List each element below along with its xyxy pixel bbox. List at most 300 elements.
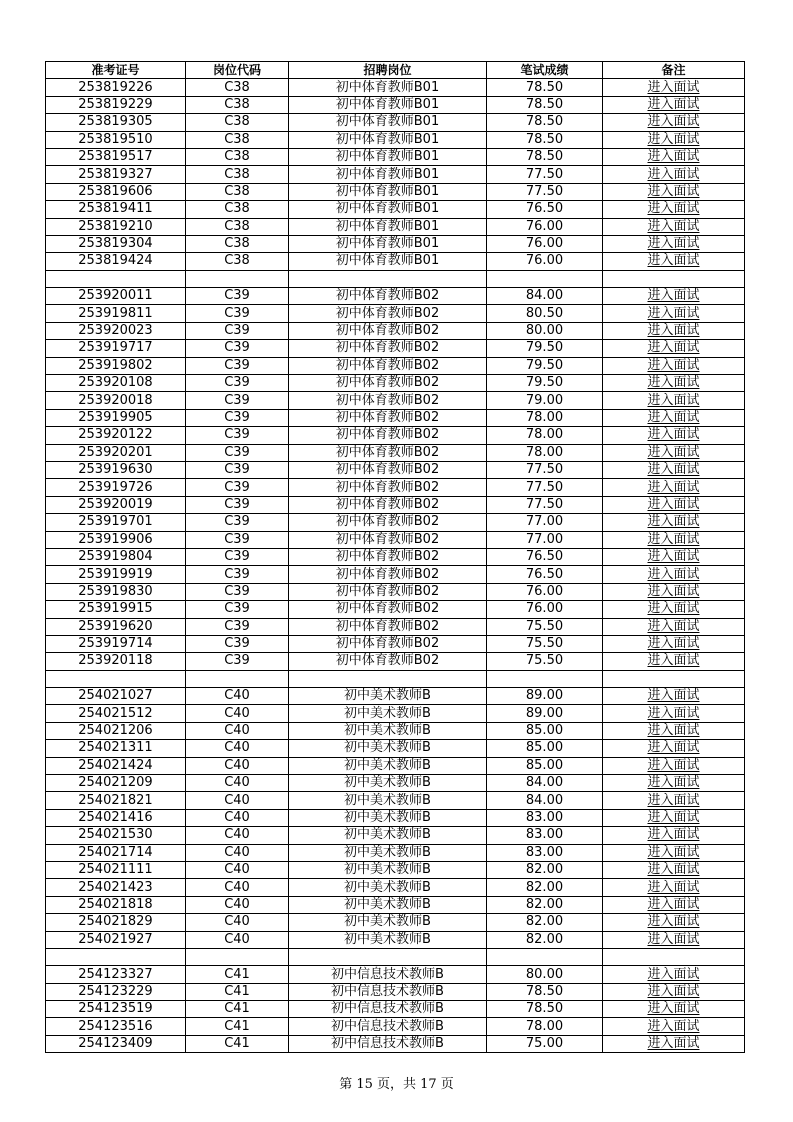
score-cell: 77.00 bbox=[487, 514, 603, 531]
exam-id-cell: 253819517 bbox=[46, 148, 186, 165]
exam-id-cell bbox=[46, 948, 186, 965]
post-name-cell: 初中体育教师B02 bbox=[289, 305, 487, 322]
exam-id-cell: 253920118 bbox=[46, 653, 186, 670]
results-table bbox=[45, 61, 745, 1053]
post-name-cell: 初中体育教师B01 bbox=[289, 201, 487, 218]
post-name-cell: 初中体育教师B02 bbox=[289, 409, 487, 426]
post-name-cell: 初中体育教师B02 bbox=[289, 340, 487, 357]
table-row bbox=[46, 775, 745, 792]
table-row bbox=[46, 931, 745, 948]
post-code-cell: C40 bbox=[186, 809, 289, 826]
remark-cell: 进入面试 bbox=[603, 566, 745, 583]
exam-id-cell: 254123519 bbox=[46, 1001, 186, 1018]
post-code-cell: C38 bbox=[186, 114, 289, 131]
post-code-cell: C39 bbox=[186, 601, 289, 618]
remark-cell: 进入面试 bbox=[603, 583, 745, 600]
score-cell: 83.00 bbox=[487, 844, 603, 861]
exam-id-cell: 254021927 bbox=[46, 931, 186, 948]
score-cell: 82.00 bbox=[487, 861, 603, 878]
table-row bbox=[46, 531, 745, 548]
exam-id-cell: 253819305 bbox=[46, 114, 186, 131]
post-name-cell: 初中体育教师B02 bbox=[289, 635, 487, 652]
header-row bbox=[46, 62, 745, 79]
header-written-score: 笔试成绩 bbox=[487, 62, 603, 79]
exam-id-cell: 254021423 bbox=[46, 879, 186, 896]
exam-id-cell: 254123409 bbox=[46, 1035, 186, 1052]
post-name-cell: 初中体育教师B01 bbox=[289, 166, 487, 183]
post-name-cell: 初中美术教师B bbox=[289, 827, 487, 844]
post-name-cell: 初中信息技术教师B bbox=[289, 983, 487, 1000]
table-row bbox=[46, 705, 745, 722]
post-name-cell: 初中体育教师B01 bbox=[289, 96, 487, 113]
score-cell: 79.00 bbox=[487, 392, 603, 409]
post-code-cell: C40 bbox=[186, 688, 289, 705]
score-cell: 85.00 bbox=[487, 722, 603, 739]
score-cell: 89.00 bbox=[487, 705, 603, 722]
score-cell: 78.50 bbox=[487, 96, 603, 113]
exam-id-cell: 253919804 bbox=[46, 548, 186, 565]
exam-id-cell: 253919919 bbox=[46, 566, 186, 583]
table-row bbox=[46, 601, 745, 618]
score-cell: 82.00 bbox=[487, 931, 603, 948]
exam-id-cell: 253919915 bbox=[46, 601, 186, 618]
exam-id-cell: 254021111 bbox=[46, 861, 186, 878]
exam-id-cell: 254021027 bbox=[46, 688, 186, 705]
table-row bbox=[46, 809, 745, 826]
table-row bbox=[46, 96, 745, 113]
post-code-cell: C41 bbox=[186, 1035, 289, 1052]
table-row bbox=[46, 79, 745, 96]
post-name-cell: 初中美术教师B bbox=[289, 757, 487, 774]
post-name-cell: 初中体育教师B01 bbox=[289, 218, 487, 235]
score-cell: 83.00 bbox=[487, 827, 603, 844]
header-post-code: 岗位代码 bbox=[186, 62, 289, 79]
post-code-cell: C39 bbox=[186, 531, 289, 548]
post-name-cell: 初中美术教师B bbox=[289, 775, 487, 792]
remark-cell: 进入面试 bbox=[603, 688, 745, 705]
remark-cell: 进入面试 bbox=[603, 722, 745, 739]
post-name-cell: 初中体育教师B01 bbox=[289, 235, 487, 252]
remark-cell: 进入面试 bbox=[603, 340, 745, 357]
remark-cell: 进入面试 bbox=[603, 635, 745, 652]
post-name-cell: 初中体育教师B02 bbox=[289, 514, 487, 531]
score-cell: 75.00 bbox=[487, 1035, 603, 1052]
post-code-cell bbox=[186, 270, 289, 287]
table-row bbox=[46, 1035, 745, 1052]
post-name-cell: 初中美术教师B bbox=[289, 792, 487, 809]
post-code-cell: C41 bbox=[186, 1001, 289, 1018]
table-row bbox=[46, 114, 745, 131]
score-cell: 76.00 bbox=[487, 235, 603, 252]
post-name-cell: 初中体育教师B01 bbox=[289, 148, 487, 165]
table-row bbox=[46, 827, 745, 844]
exam-id-cell: 253919830 bbox=[46, 583, 186, 600]
post-name-cell: 初中体育教师B02 bbox=[289, 566, 487, 583]
table-row bbox=[46, 983, 745, 1000]
post-name-cell bbox=[289, 670, 487, 687]
post-code-cell: C39 bbox=[186, 427, 289, 444]
remark-cell: 进入面试 bbox=[603, 288, 745, 305]
table-row bbox=[46, 305, 745, 322]
score-cell: 77.50 bbox=[487, 166, 603, 183]
remark-cell: 进入面试 bbox=[603, 757, 745, 774]
post-name-cell: 初中体育教师B02 bbox=[289, 357, 487, 374]
post-code-cell: C39 bbox=[186, 566, 289, 583]
remark-cell: 进入面试 bbox=[603, 548, 745, 565]
table-row bbox=[46, 653, 745, 670]
exam-id-cell: 253919717 bbox=[46, 340, 186, 357]
score-cell: 84.00 bbox=[487, 288, 603, 305]
remark-cell: 进入面试 bbox=[603, 461, 745, 478]
score-cell: 78.00 bbox=[487, 427, 603, 444]
exam-id-cell: 253920108 bbox=[46, 375, 186, 392]
post-code-cell: C40 bbox=[186, 844, 289, 861]
score-cell bbox=[487, 270, 603, 287]
remark-cell: 进入面试 bbox=[603, 427, 745, 444]
remark-cell: 进入面试 bbox=[603, 844, 745, 861]
remark-cell: 进入面试 bbox=[603, 409, 745, 426]
remark-cell: 进入面试 bbox=[603, 201, 745, 218]
post-code-cell: C38 bbox=[186, 235, 289, 252]
score-cell: 85.00 bbox=[487, 757, 603, 774]
table-row bbox=[46, 1001, 745, 1018]
remark-cell: 进入面试 bbox=[603, 305, 745, 322]
score-cell: 75.50 bbox=[487, 653, 603, 670]
remark-cell: 进入面试 bbox=[603, 1018, 745, 1035]
post-name-cell: 初中体育教师B02 bbox=[289, 375, 487, 392]
table-row bbox=[46, 235, 745, 252]
table-row bbox=[46, 583, 745, 600]
post-name-cell bbox=[289, 270, 487, 287]
post-code-cell: C40 bbox=[186, 931, 289, 948]
remark-cell: 进入面试 bbox=[603, 809, 745, 826]
post-name-cell: 初中美术教师B bbox=[289, 740, 487, 757]
remark-cell: 进入面试 bbox=[603, 392, 745, 409]
table-row bbox=[46, 461, 745, 478]
post-code-cell: C39 bbox=[186, 444, 289, 461]
table-row bbox=[46, 1018, 745, 1035]
post-name-cell: 初中体育教师B01 bbox=[289, 114, 487, 131]
post-name-cell: 初中信息技术教师B bbox=[289, 1035, 487, 1052]
table-row bbox=[46, 409, 745, 426]
exam-id-cell: 253919906 bbox=[46, 531, 186, 548]
score-cell: 77.50 bbox=[487, 183, 603, 200]
score-cell: 76.50 bbox=[487, 548, 603, 565]
score-cell: 84.00 bbox=[487, 775, 603, 792]
remark-cell: 进入面试 bbox=[603, 479, 745, 496]
score-cell bbox=[487, 670, 603, 687]
remark-cell: 进入面试 bbox=[603, 444, 745, 461]
post-code-cell: C39 bbox=[186, 392, 289, 409]
post-code-cell bbox=[186, 670, 289, 687]
remark-cell: 进入面试 bbox=[603, 131, 745, 148]
post-code-cell: C40 bbox=[186, 722, 289, 739]
score-cell: 76.00 bbox=[487, 583, 603, 600]
post-code-cell: C40 bbox=[186, 757, 289, 774]
score-cell: 79.50 bbox=[487, 375, 603, 392]
table-row bbox=[46, 148, 745, 165]
post-code-cell: C38 bbox=[186, 131, 289, 148]
table-row bbox=[46, 183, 745, 200]
post-name-cell: 初中体育教师B02 bbox=[289, 461, 487, 478]
exam-id-cell: 253919726 bbox=[46, 479, 186, 496]
score-cell: 89.00 bbox=[487, 688, 603, 705]
post-code-cell: C39 bbox=[186, 375, 289, 392]
table-row bbox=[46, 792, 745, 809]
remark-cell: 进入面试 bbox=[603, 827, 745, 844]
post-code-cell: C40 bbox=[186, 827, 289, 844]
remark-cell: 进入面试 bbox=[603, 983, 745, 1000]
exam-id-cell: 253919802 bbox=[46, 357, 186, 374]
score-cell: 76.00 bbox=[487, 601, 603, 618]
post-name-cell: 初中体育教师B02 bbox=[289, 427, 487, 444]
post-code-cell: C39 bbox=[186, 583, 289, 600]
post-code-cell: C39 bbox=[186, 305, 289, 322]
post-name-cell: 初中信息技术教师B bbox=[289, 966, 487, 983]
remark-cell: 进入面试 bbox=[603, 618, 745, 635]
table-body bbox=[46, 79, 745, 1053]
post-code-cell: C39 bbox=[186, 514, 289, 531]
remark-cell: 进入面试 bbox=[603, 322, 745, 339]
post-code-cell: C38 bbox=[186, 79, 289, 96]
post-name-cell: 初中体育教师B02 bbox=[289, 479, 487, 496]
remark-cell: 进入面试 bbox=[603, 705, 745, 722]
post-name-cell: 初中信息技术教师B bbox=[289, 1018, 487, 1035]
post-name-cell: 初中美术教师B bbox=[289, 722, 487, 739]
post-code-cell: C39 bbox=[186, 409, 289, 426]
table-row bbox=[46, 722, 745, 739]
table-row bbox=[46, 896, 745, 913]
post-code-cell: C39 bbox=[186, 653, 289, 670]
post-name-cell: 初中体育教师B02 bbox=[289, 496, 487, 513]
exam-id-cell: 254021424 bbox=[46, 757, 186, 774]
post-name-cell: 初中美术教师B bbox=[289, 931, 487, 948]
page-footer: 第 15 页，共 17 页 bbox=[339, 1077, 454, 1092]
score-cell: 77.50 bbox=[487, 461, 603, 478]
score-cell: 78.00 bbox=[487, 1018, 603, 1035]
score-cell: 77.50 bbox=[487, 496, 603, 513]
post-code-cell: C38 bbox=[186, 183, 289, 200]
score-cell bbox=[487, 948, 603, 965]
exam-id-cell bbox=[46, 270, 186, 287]
exam-id-cell bbox=[46, 670, 186, 687]
table-row bbox=[46, 635, 745, 652]
score-cell: 83.00 bbox=[487, 809, 603, 826]
score-cell: 76.50 bbox=[487, 201, 603, 218]
post-name-cell: 初中美术教师B bbox=[289, 688, 487, 705]
score-cell: 79.50 bbox=[487, 340, 603, 357]
header-exam-id: 准考证号 bbox=[46, 62, 186, 79]
exam-id-cell: 253819606 bbox=[46, 183, 186, 200]
post-name-cell: 初中体育教师B01 bbox=[289, 183, 487, 200]
table-header bbox=[46, 62, 745, 79]
score-cell: 85.00 bbox=[487, 740, 603, 757]
table-row bbox=[46, 740, 745, 757]
table-row bbox=[46, 514, 745, 531]
exam-id-cell: 254021821 bbox=[46, 792, 186, 809]
exam-id-cell: 253919714 bbox=[46, 635, 186, 652]
post-code-cell: C39 bbox=[186, 635, 289, 652]
post-name-cell: 初中体育教师B02 bbox=[289, 392, 487, 409]
post-code-cell: C39 bbox=[186, 357, 289, 374]
table-row bbox=[46, 357, 745, 374]
exam-id-cell: 253819411 bbox=[46, 201, 186, 218]
post-name-cell: 初中体育教师B02 bbox=[289, 322, 487, 339]
score-cell: 77.50 bbox=[487, 479, 603, 496]
post-code-cell: C39 bbox=[186, 288, 289, 305]
score-cell: 82.00 bbox=[487, 914, 603, 931]
exam-id-cell: 254021530 bbox=[46, 827, 186, 844]
remark-cell: 进入面试 bbox=[603, 896, 745, 913]
post-code-cell: C39 bbox=[186, 618, 289, 635]
table-row bbox=[46, 966, 745, 983]
score-cell: 80.00 bbox=[487, 322, 603, 339]
remark-cell: 进入面试 bbox=[603, 114, 745, 131]
table-row bbox=[46, 548, 745, 565]
remark-cell: 进入面试 bbox=[603, 253, 745, 270]
remark-cell: 进入面试 bbox=[603, 96, 745, 113]
remark-cell: 进入面试 bbox=[603, 183, 745, 200]
table-row bbox=[46, 131, 745, 148]
post-code-cell: C38 bbox=[186, 96, 289, 113]
post-code-cell: C40 bbox=[186, 775, 289, 792]
post-code-cell: C41 bbox=[186, 966, 289, 983]
post-name-cell: 初中美术教师B bbox=[289, 861, 487, 878]
exam-id-cell: 253819226 bbox=[46, 79, 186, 96]
score-cell: 75.50 bbox=[487, 635, 603, 652]
exam-id-cell: 253920023 bbox=[46, 322, 186, 339]
remark-cell: 进入面试 bbox=[603, 914, 745, 931]
table-row bbox=[46, 375, 745, 392]
table-row bbox=[46, 757, 745, 774]
score-cell: 78.50 bbox=[487, 983, 603, 1000]
post-name-cell: 初中体育教师B01 bbox=[289, 253, 487, 270]
post-name-cell bbox=[289, 948, 487, 965]
score-cell: 75.50 bbox=[487, 618, 603, 635]
table-row bbox=[46, 392, 745, 409]
exam-id-cell: 253919905 bbox=[46, 409, 186, 426]
post-code-cell: C38 bbox=[186, 148, 289, 165]
post-code-cell: C39 bbox=[186, 461, 289, 478]
post-code-cell: C40 bbox=[186, 896, 289, 913]
score-cell: 78.50 bbox=[487, 148, 603, 165]
remark-cell: 进入面试 bbox=[603, 601, 745, 618]
header-remark: 备注 bbox=[603, 62, 745, 79]
table-spacer-row bbox=[46, 270, 745, 287]
post-name-cell: 初中体育教师B01 bbox=[289, 131, 487, 148]
remark-cell: 进入面试 bbox=[603, 653, 745, 670]
exam-id-cell: 253819210 bbox=[46, 218, 186, 235]
exam-id-cell: 254021818 bbox=[46, 896, 186, 913]
exam-id-cell: 254123327 bbox=[46, 966, 186, 983]
score-cell: 80.50 bbox=[487, 305, 603, 322]
exam-id-cell: 254021209 bbox=[46, 775, 186, 792]
remark-cell: 进入面试 bbox=[603, 879, 745, 896]
score-cell: 76.00 bbox=[487, 218, 603, 235]
post-code-cell: C40 bbox=[186, 705, 289, 722]
remark-cell: 进入面试 bbox=[603, 375, 745, 392]
post-name-cell: 初中体育教师B02 bbox=[289, 601, 487, 618]
post-name-cell: 初中信息技术教师B bbox=[289, 1001, 487, 1018]
post-code-cell: C40 bbox=[186, 879, 289, 896]
table-row bbox=[46, 914, 745, 931]
exam-id-cell: 254021829 bbox=[46, 914, 186, 931]
post-code-cell: C38 bbox=[186, 166, 289, 183]
header-post-name: 招聘岗位 bbox=[289, 62, 487, 79]
table-row bbox=[46, 444, 745, 461]
post-code-cell: C38 bbox=[186, 253, 289, 270]
post-name-cell: 初中体育教师B02 bbox=[289, 618, 487, 635]
remark-cell: 进入面试 bbox=[603, 148, 745, 165]
post-code-cell: C38 bbox=[186, 218, 289, 235]
remark-cell bbox=[603, 670, 745, 687]
remark-cell: 进入面试 bbox=[603, 966, 745, 983]
post-code-cell: C40 bbox=[186, 792, 289, 809]
table-row bbox=[46, 479, 745, 496]
table-row bbox=[46, 340, 745, 357]
remark-cell: 进入面试 bbox=[603, 514, 745, 531]
remark-cell: 进入面试 bbox=[603, 861, 745, 878]
post-code-cell: C41 bbox=[186, 1018, 289, 1035]
exam-id-cell: 254021512 bbox=[46, 705, 186, 722]
table-row bbox=[46, 618, 745, 635]
remark-cell: 进入面试 bbox=[603, 740, 745, 757]
score-cell: 78.50 bbox=[487, 1001, 603, 1018]
post-code-cell bbox=[186, 948, 289, 965]
score-cell: 78.00 bbox=[487, 444, 603, 461]
exam-id-cell: 253919701 bbox=[46, 514, 186, 531]
post-name-cell: 初中体育教师B02 bbox=[289, 444, 487, 461]
exam-id-cell: 254021206 bbox=[46, 722, 186, 739]
exam-id-cell: 253819304 bbox=[46, 235, 186, 252]
exam-id-cell: 253920201 bbox=[46, 444, 186, 461]
remark-cell: 进入面试 bbox=[603, 792, 745, 809]
post-name-cell: 初中美术教师B bbox=[289, 896, 487, 913]
post-code-cell: C39 bbox=[186, 496, 289, 513]
post-code-cell: C39 bbox=[186, 340, 289, 357]
exam-id-cell: 254123229 bbox=[46, 983, 186, 1000]
exam-id-cell: 254123516 bbox=[46, 1018, 186, 1035]
exam-id-cell: 253920011 bbox=[46, 288, 186, 305]
score-cell: 82.00 bbox=[487, 896, 603, 913]
remark-cell: 进入面试 bbox=[603, 218, 745, 235]
exam-id-cell: 253920019 bbox=[46, 496, 186, 513]
remark-cell: 进入面试 bbox=[603, 166, 745, 183]
table-spacer-row bbox=[46, 948, 745, 965]
score-cell: 78.50 bbox=[487, 79, 603, 96]
table-row bbox=[46, 218, 745, 235]
remark-cell: 进入面试 bbox=[603, 357, 745, 374]
score-cell: 76.00 bbox=[487, 253, 603, 270]
exam-id-cell: 253819424 bbox=[46, 253, 186, 270]
post-name-cell: 初中体育教师B02 bbox=[289, 653, 487, 670]
exam-id-cell: 253919630 bbox=[46, 461, 186, 478]
post-name-cell: 初中美术教师B bbox=[289, 914, 487, 931]
post-name-cell: 初中体育教师B02 bbox=[289, 531, 487, 548]
remark-cell bbox=[603, 270, 745, 287]
exam-id-cell: 254021311 bbox=[46, 740, 186, 757]
remark-cell: 进入面试 bbox=[603, 531, 745, 548]
score-cell: 76.50 bbox=[487, 566, 603, 583]
post-code-cell: C40 bbox=[186, 914, 289, 931]
post-code-cell: C40 bbox=[186, 740, 289, 757]
remark-cell: 进入面试 bbox=[603, 79, 745, 96]
score-cell: 79.50 bbox=[487, 357, 603, 374]
post-code-cell: C41 bbox=[186, 983, 289, 1000]
table-row bbox=[46, 844, 745, 861]
post-name-cell: 初中美术教师B bbox=[289, 879, 487, 896]
remark-cell: 进入面试 bbox=[603, 496, 745, 513]
